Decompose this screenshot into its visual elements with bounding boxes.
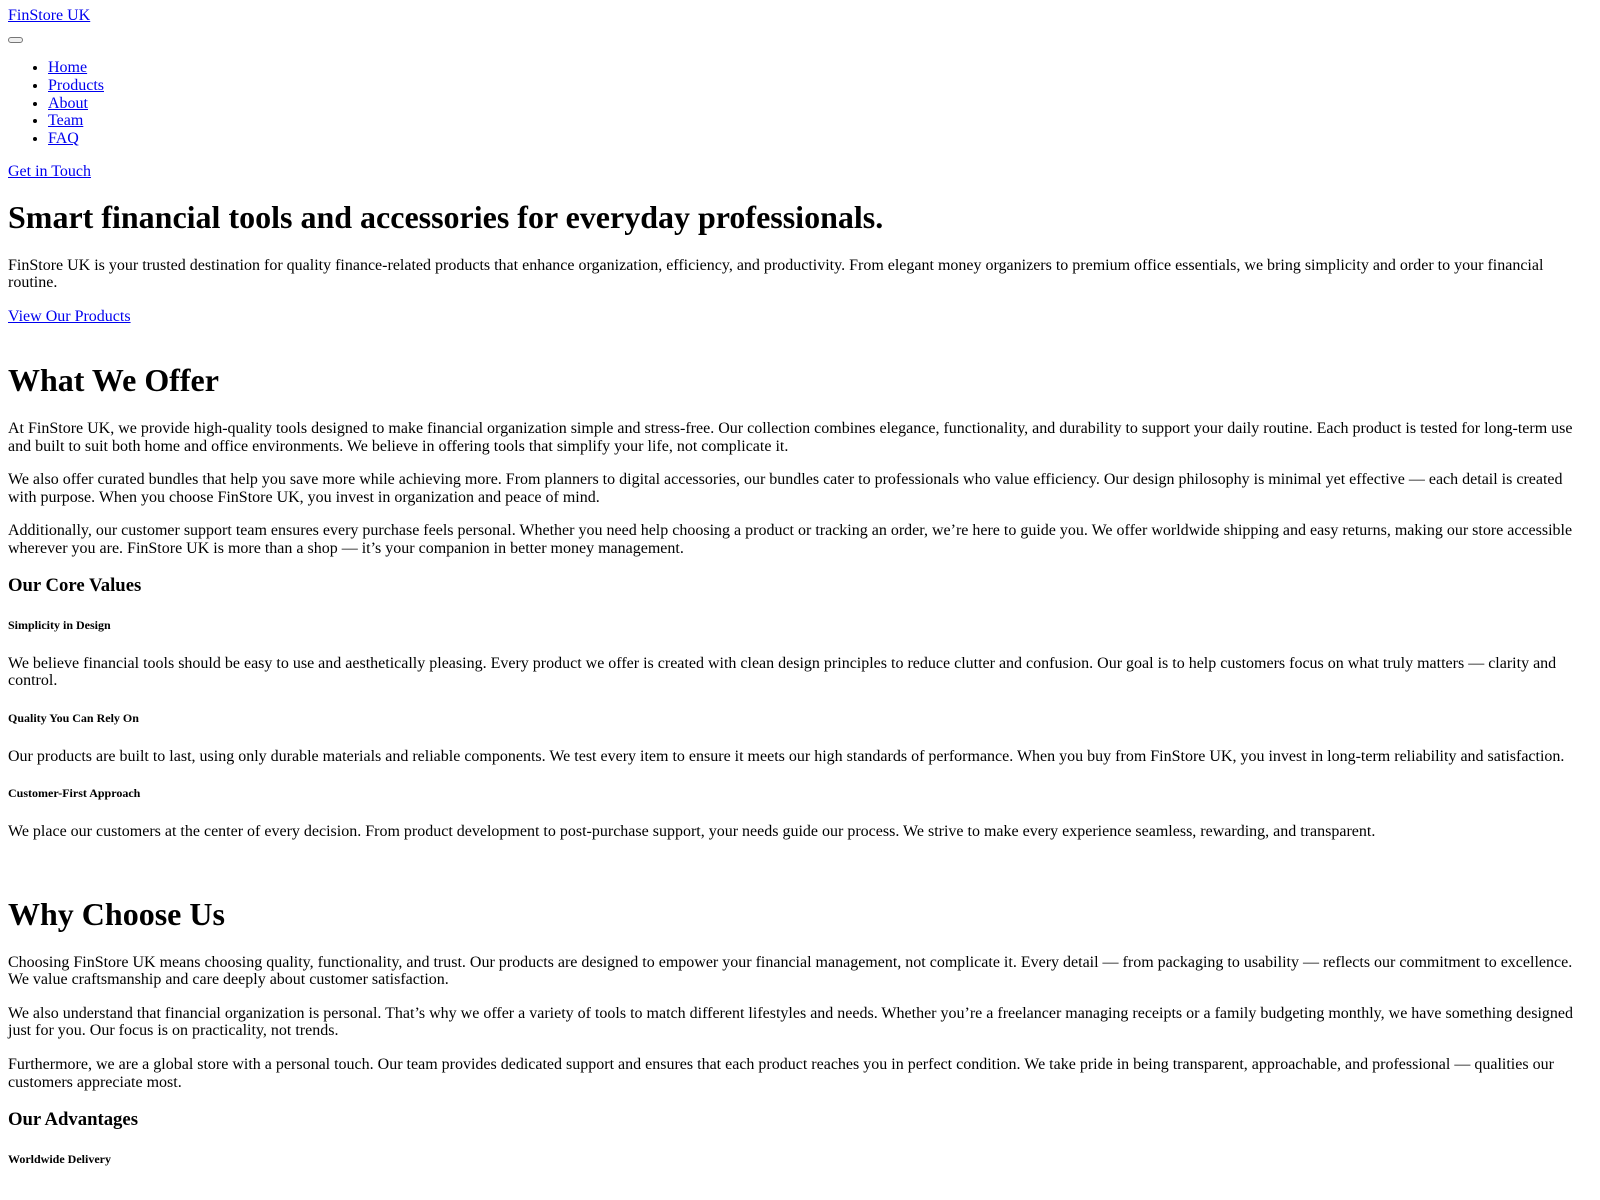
- why-paragraph: We also understand that financial organization is personal. That’s why we offer a variety of tools to match different lifestyles and needs. Whether you’re a freelancer managing receipts or a family budgeting monthly, we have something designed just for you. Our focus is on practicality, not trends.: [8, 1004, 1574, 1040]
- value-title: Simplicity in Design: [8, 617, 111, 632]
- hero-title: Smart financial tools and accessories for everyday professionals.: [8, 198, 884, 235]
- value-text: We believe financial tools should be easy to use and aesthetically pleasing. Every product we offer is created with clean design principles to reduce clutter and confusion. Our goal is to help customers focus on what truly matters — clarity and control.: [8, 654, 1557, 690]
- advantages-title: Our Advantages: [8, 1109, 138, 1131]
- nav-link-team[interactable]: Team: [48, 112, 84, 130]
- value-text: Our products are built to last, using only durable materials and reliable components. We test every item to ensure it meets our high standards of performance. When you buy from FinStore UK, you invest in long-term reliability and satisfaction.: [8, 747, 1565, 765]
- core-values-title: Our Core Values: [8, 575, 142, 597]
- nav-item-home: [48, 59, 1592, 77]
- nav-link-faq[interactable]: FAQ: [48, 129, 79, 147]
- brand-logo-link[interactable]: FinStore UK: [8, 7, 91, 24]
- view-products-link[interactable]: View Our Products: [8, 307, 131, 325]
- offer-paragraph: We also offer curated bundles that help you save more while achieving more. From planners to digital accessories, our bundles cater to professionals who value efficiency. Our design philosophy is minimal yet effective — each detail is created with purpose. When you choose FinStore UK, you invest in organization and peace of mind.: [8, 471, 1563, 506]
- nav-item-team: [48, 112, 1592, 130]
- offer-paragraph: At FinStore UK, we provide high-quality tools designed to make financial organization simple and stress-free. Our collection combines elegance, functionality, and durability to support your daily routine. Each product is tested for long-term use and built to suit both home and office environments. We believe in offering tools that simplify your life, not complicate it.: [8, 419, 1573, 455]
- offer-paragraph: Additionally, our customer support team ensures every purchase feels personal. Whether you need help choosing a product or tracking an order, we’re here to guide you. We offer worldwide shipping and easy returns, making our store accessible wherever you are. FinStore UK is more than a shop — it’s your companion in better money management.: [8, 522, 1573, 557]
- value-title: Quality You Can Rely On: [8, 710, 139, 725]
- nav-link-about[interactable]: About: [48, 94, 88, 112]
- why-paragraph: Choosing FinStore UK means choosing quality, functionality, and trust. Our products are designed to empower your financial management, not complicate it. Every detail — from packaging to usability — reflects our commitment to excellence. We value craftsmanship and care deeply about customer satisfaction.: [8, 953, 1573, 989]
- value-title: Customer-First Approach: [8, 786, 141, 801]
- hero-section: [8, 199, 1592, 326]
- nav-link-products[interactable]: Products: [48, 76, 104, 94]
- advantage-title: Worldwide Delivery: [8, 1151, 111, 1166]
- why-title: Why Choose Us: [8, 895, 225, 932]
- nav-toggle-button[interactable]: [8, 37, 23, 43]
- nav-item-products: [48, 77, 1592, 95]
- what-we-offer-section: [8, 362, 1592, 841]
- site-header: [8, 0, 1592, 182]
- main-nav: [8, 59, 1592, 147]
- nav-item-faq: [48, 130, 1592, 148]
- nav-item-about: [48, 95, 1592, 113]
- offer-title: What We Offer: [8, 362, 219, 399]
- value-text: We place our customers at the center of every decision. From product development to post-purchase support, your needs guide our process. We strive to make every experience seamless, rewarding, and transparent.: [8, 823, 1376, 841]
- nav-link-home[interactable]: Home: [48, 59, 88, 77]
- get-in-touch-link[interactable]: Get in Touch: [8, 163, 92, 181]
- hero-text: FinStore UK is your trusted destination for quality finance-related products that enhance organization, efficiency, and productivity. From elegant money organizers to premium office essentials, we bring simplicity and order to your financial routine.: [8, 256, 1544, 292]
- header-cta-wrap: [8, 163, 1592, 181]
- why-choose-us-section: [8, 896, 1592, 1167]
- why-paragraph: Furthermore, we are a global store with a personal touch. Our team provides dedicated support and ensures that each product reaches you in perfect condition. We take pride in being transparent, approachable, and professional — qualities our customers appreciate most.: [8, 1055, 1554, 1091]
